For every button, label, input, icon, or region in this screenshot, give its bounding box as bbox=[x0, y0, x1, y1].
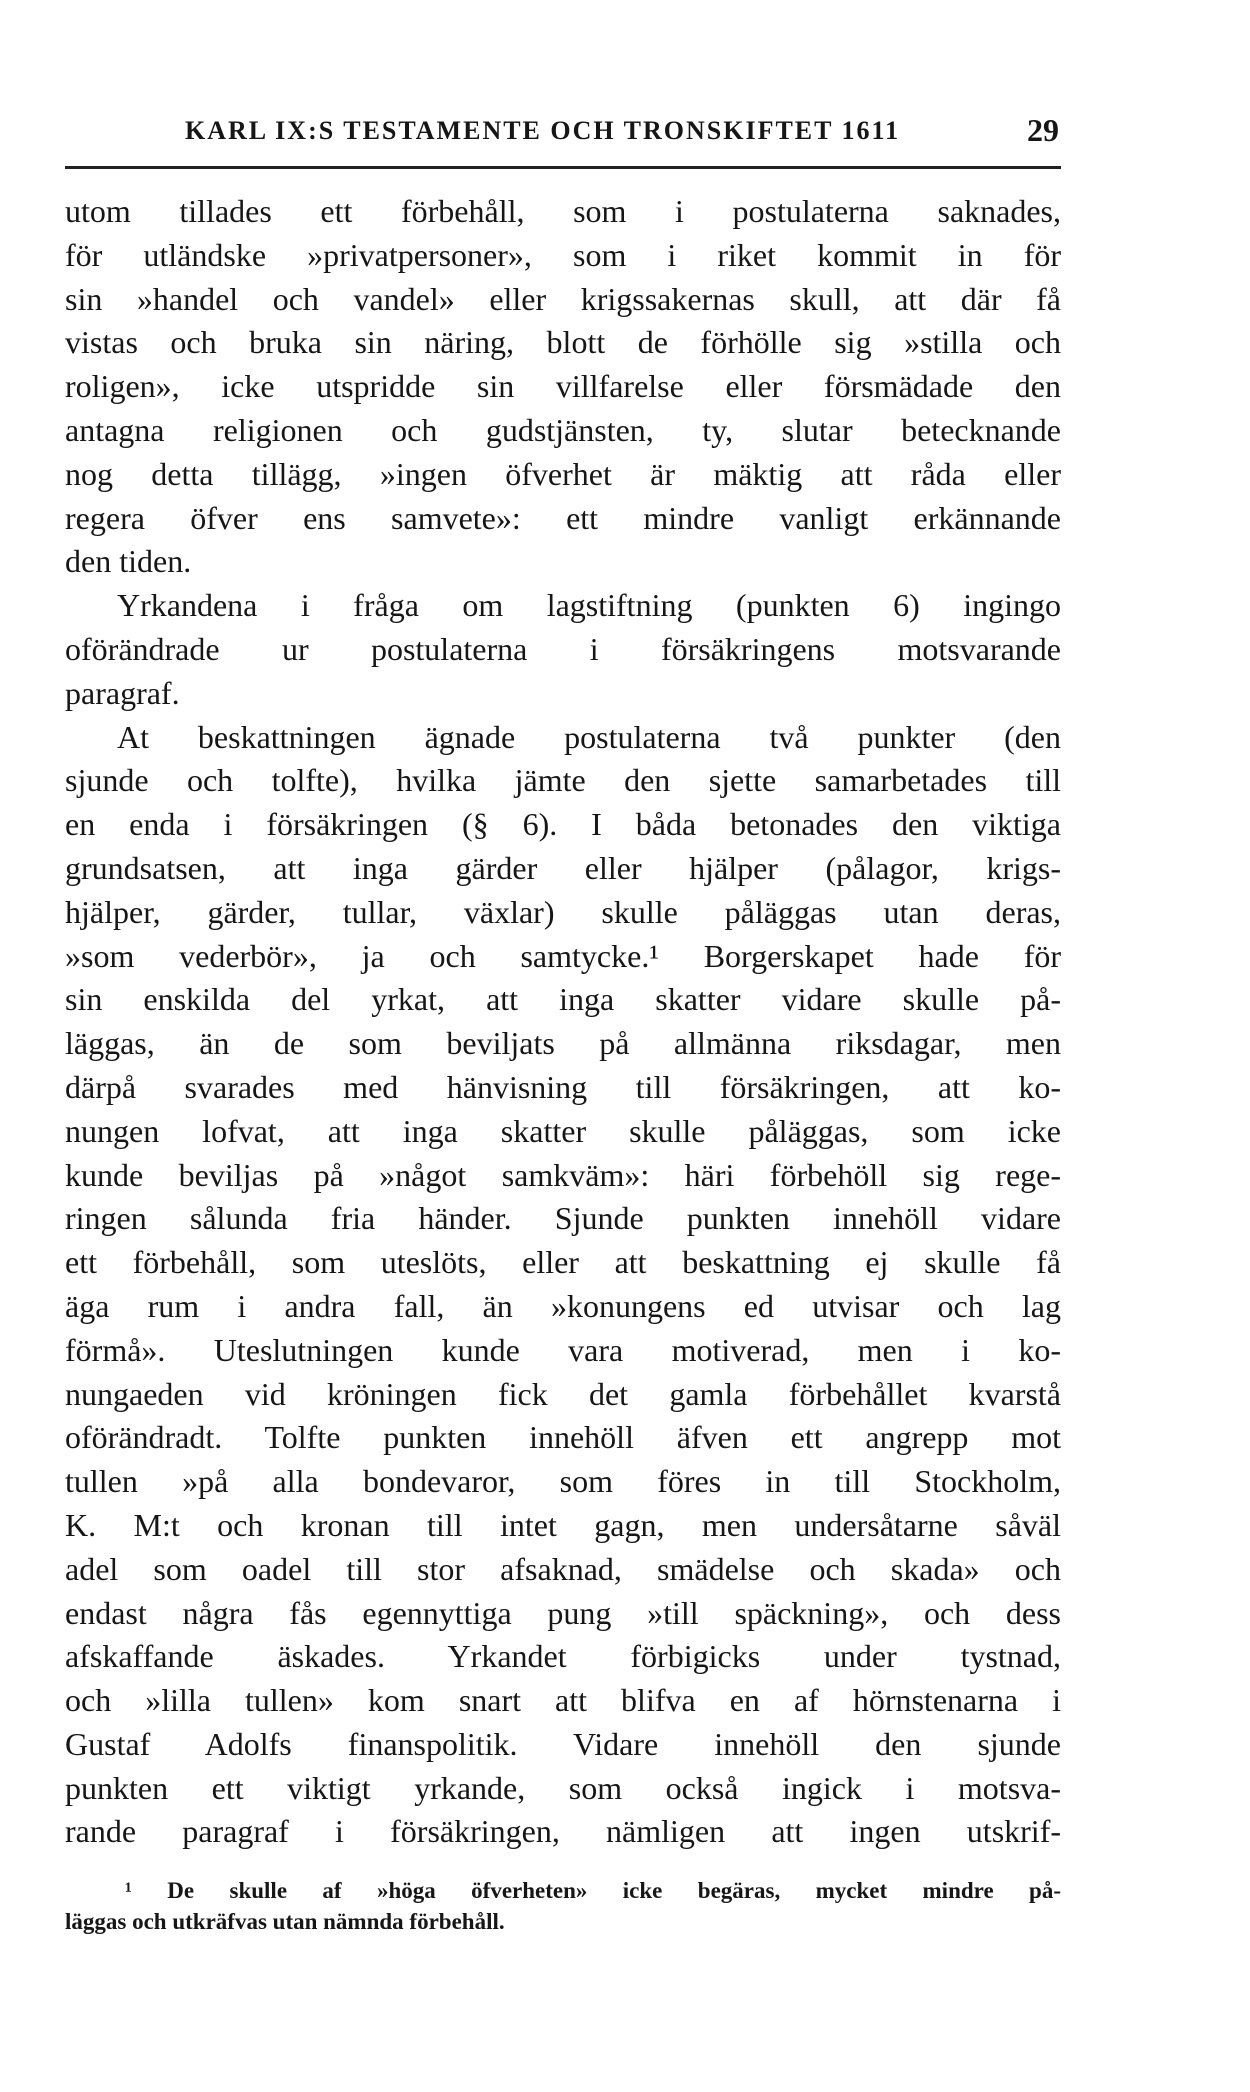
text-line: den tiden. bbox=[65, 543, 192, 580]
text-line: hjälper, gärder, tullar, växlar) skulle påläggas utan deras, bbox=[65, 893, 1061, 930]
text-line: tullen »på alla bondevaror, som föres in till Stockholm, bbox=[65, 1463, 1061, 1500]
text-line: rande paragraf i försäkringen, nämligen att ingen utskrif- bbox=[65, 1813, 1061, 1850]
text-line: roligen», icke utspridde sin villfarelse eller försmädade den bbox=[65, 368, 1061, 405]
text-line: »som vederbör», ja och samtycke.¹ Borgerskapet hade för bbox=[65, 937, 1061, 974]
text-line: kunde beviljas på »något samkväm»: häri förbehöll sig rege- bbox=[65, 1156, 1061, 1193]
text-line: At beskattningen ägnade postulaterna två punkter (den bbox=[117, 718, 1061, 755]
text-line: Yrkandena i fråga om lagstiftning (punkten 6) ingingo bbox=[117, 587, 1061, 624]
text-line: utom tillades ett förbehåll, som i postulaterna saknades, bbox=[65, 193, 1061, 229]
text-line: vistas och bruka sin näring, blott de förhölle sig »stilla och bbox=[65, 324, 1061, 361]
text-line: sjunde och tolfte), hvilka jämte den sjette samarbetades till bbox=[65, 762, 1061, 799]
text-line: nungen lofvat, att inga skatter skulle påläggas, som icke bbox=[65, 1112, 1061, 1149]
text-line: läggas, än de som beviljats på allmänna riksdagar, men bbox=[65, 1025, 1061, 1062]
text-line: antagna religionen och gudstjänsten, ty, slutar betecknande bbox=[65, 411, 1061, 448]
text-line: ett förbehåll, som uteslöts, eller att beskattning ej skulle få bbox=[65, 1244, 1061, 1281]
footnote bbox=[65, 1875, 1061, 1937]
running-header bbox=[65, 112, 1061, 158]
text-line: Gustaf Adolfs finanspolitik. Vidare innehöll den sjunde bbox=[65, 1725, 1061, 1762]
text-line: regera öfver ens samvete»: ett mindre vanligt erkännande bbox=[65, 499, 1061, 536]
text-line: en enda i försäkringen (§ 6). I båda betonades den viktiga bbox=[65, 806, 1061, 843]
text-line: förmå». Uteslutningen kunde vara motiverad, men i ko- bbox=[65, 1331, 1061, 1368]
text-line: sin enskilda del yrkat, att inga skatter vidare skulle på- bbox=[65, 981, 1061, 1018]
text-line: ringen sålunda fria händer. Sjunde punkten innehöll vidare bbox=[65, 1200, 1061, 1237]
text-line: oförändradt. Tolfte punkten innehöll äfven ett angrepp mot bbox=[65, 1419, 1061, 1456]
footnote-line: läggas och utkräfvas utan nämnda förbehåll. bbox=[65, 1909, 505, 1934]
text-line: för utländske »privatpersoner», som i riket kommit in för bbox=[65, 236, 1061, 273]
text-line: afskaffande äskades. Yrkandet förbigicks under tystnad, bbox=[65, 1638, 1061, 1675]
running-head-title: KARL IX:S TESTAMENTE OCH TRONSKIFTET 1611 bbox=[185, 116, 901, 145]
text-line: paragraf. bbox=[65, 674, 180, 711]
text-line: därpå svarades med hänvisning till försäkringen, att ko- bbox=[65, 1068, 1061, 1105]
text-line: adel som oadel till stor afsaknad, smädelse och skada» och bbox=[65, 1550, 1061, 1587]
header-rule bbox=[65, 166, 1061, 169]
text-line: grundsatsen, att inga gärder eller hjälper (pålagor, krigs- bbox=[65, 849, 1061, 886]
footnote-line: ¹ De skulle af »höga öfverheten» icke begäras, mycket mindre på- bbox=[125, 1878, 1061, 1903]
text-line: oförändrade ur postulaterna i försäkringens motsvarande bbox=[65, 630, 1061, 667]
body-text bbox=[65, 190, 1061, 1854]
text-line: och »lilla tullen» kom snart att blifva en af hörnstenarna i bbox=[65, 1682, 1061, 1719]
text-line: nog detta tillägg, »ingen öfverhet är mäktig att råda eller bbox=[65, 455, 1061, 492]
text-line: endast några fås egennyttiga pung »till späckning», och dess bbox=[65, 1594, 1061, 1631]
text-line: sin »handel och vandel» eller krigssakernas skull, att där få bbox=[65, 280, 1061, 317]
text-line: K. M:t och kronan till intet gagn, men undersåtarne såväl bbox=[65, 1506, 1061, 1543]
text-line: äga rum i andra fall, än »konungens ed utvisar och lag bbox=[65, 1287, 1061, 1324]
page-number: 29 bbox=[1027, 112, 1059, 148]
text-line: punkten ett viktigt yrkande, som också ingick i motsva- bbox=[65, 1769, 1061, 1806]
text-line: nungaeden vid kröningen fick det gamla förbehållet kvarstå bbox=[65, 1375, 1061, 1412]
